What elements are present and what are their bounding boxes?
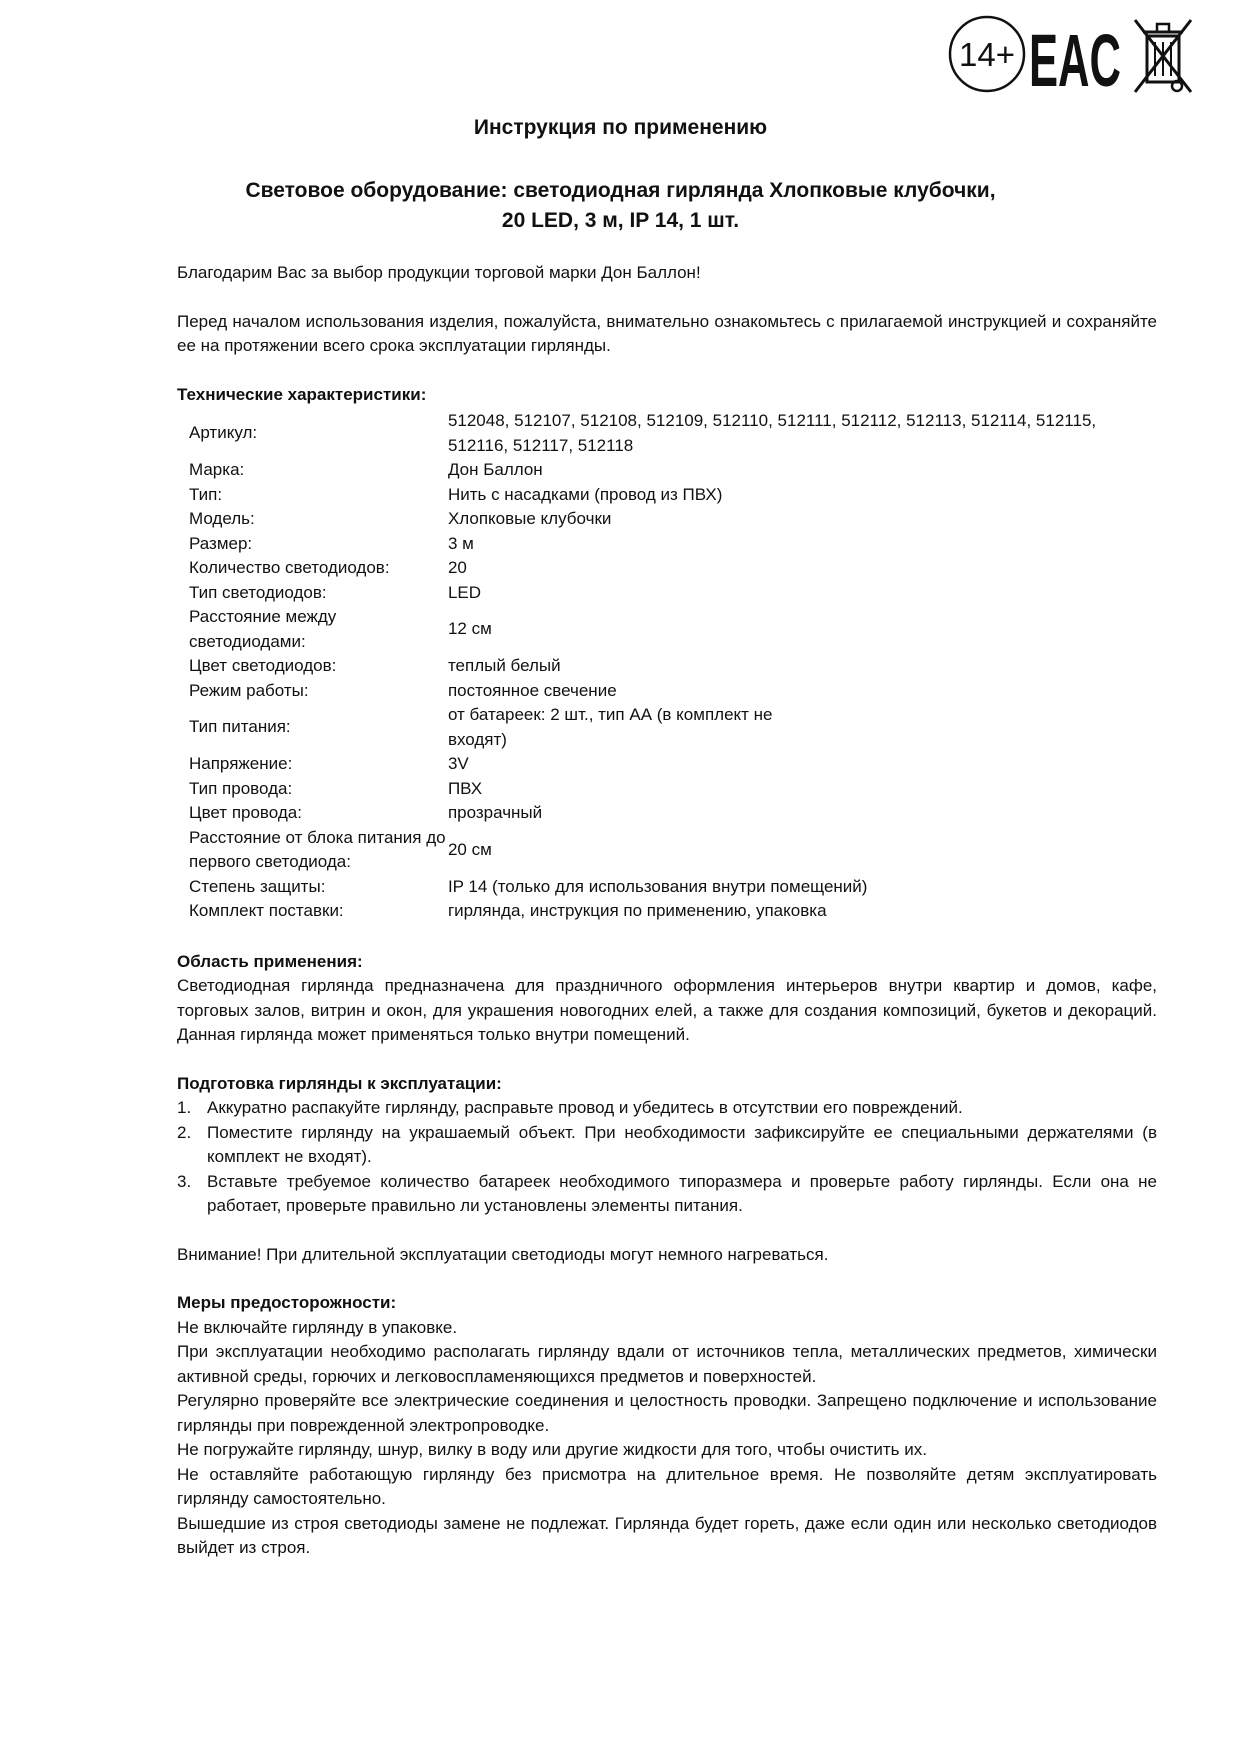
scope-paragraph: Светодиодная гирлянда предназначена для праздничного оформления интерьеров внутри квартир и домов, кафе, торговых залов, витрин и окон, для украшения новогодних елей, а также для создания композиций, букетов и декораций. Данная гирлянда может применяться только внутри помещений. [177, 976, 1157, 1044]
specs-table [189, 409, 1157, 924]
spec-value: прозрачный [447, 803, 543, 822]
document-body [177, 261, 1157, 1561]
step-number: 3. [177, 1171, 192, 1191]
specs-row [189, 532, 1157, 557]
warning-note: Внимание! При длительной эксплуатации светодиоды могут немного нагреваться. [177, 1244, 829, 1264]
specs-row [189, 556, 1157, 581]
greeting: Благодарим Вас за выбор продукции торговой марки Дон Баллон! [177, 263, 701, 282]
spec-value: теплый белый [447, 656, 561, 675]
safety-line: Не оставляйте работающую гирлянду без присмотра на длительное время. Не позволяйте детям эксплуатировать гирлянду самостоятельно. [177, 1464, 1157, 1508]
list-item [177, 1170, 1157, 1219]
specs-row [189, 801, 1157, 826]
spec-key: Модель: [189, 509, 255, 528]
step-text: Аккуратно распакуйте гирлянду, расправьте провод и убедитесь в отсутствии его повреждений. [207, 1098, 963, 1117]
scope-title: Область применения: [177, 951, 363, 971]
product-title [100, 176, 1141, 236]
spec-value: 20 [447, 558, 467, 577]
spec-value: Нить с насадками (провод из ПВХ) [447, 484, 723, 504]
spec-value: 3V [447, 754, 469, 773]
safety-title: Меры предосторожности: [177, 1293, 397, 1312]
age-rating-text: 14+ [959, 36, 1015, 73]
spec-value: постоянное свечение [447, 680, 617, 700]
intro-paragraph: Перед началом использования изделия, пожалуйста, внимательно ознакомьтесь с прилагаемой инструкцией и сохраняйте ее на протяжении всего срока эксплуатации гирлянды. [177, 311, 1157, 355]
crossed-bin-icon [1135, 20, 1191, 92]
eac-mark-icon [1029, 19, 1121, 94]
spec-key: Напряжение: [189, 754, 293, 773]
list-item [177, 1121, 1157, 1170]
specs-row [189, 507, 1157, 532]
safety-line: При эксплуатации необходимо располагать гирлянду вдали от источников тепла, металлических предметов, химически активной среды, горючих и легковоспламеняющихся предметов и поверхностей. [177, 1342, 1157, 1386]
spec-key: Степень защиты: [189, 876, 326, 896]
spec-value: ПВХ [447, 778, 483, 798]
spec-key: Тип светодиодов: [189, 582, 327, 602]
spec-value: гирлянда, инструкция по применению, упаковка [447, 901, 827, 920]
specs-row [189, 679, 1157, 704]
spec-value: Дон Баллон [447, 460, 543, 479]
spec-key: Тип: [189, 484, 223, 504]
document-title: Инструкция по применению [473, 116, 768, 139]
product-title-line1: Световое оборудование: светодиодная гирлянда Хлопковые клубочки, [245, 179, 996, 202]
spec-key: Размер: [189, 533, 253, 553]
spec-key: Марка: [189, 460, 245, 479]
age-rating-icon [950, 17, 1024, 91]
spec-key: Артикул: [189, 423, 258, 443]
spec-value: Хлопковые клубочки [447, 509, 612, 528]
spec-key: Цвет светодиодов: [189, 656, 337, 675]
specs-row [189, 899, 1157, 924]
specs-row [189, 605, 1157, 654]
spec-value: LED [447, 582, 482, 602]
spec-value: 20 см [447, 839, 492, 859]
spec-value: 12 см [447, 619, 492, 639]
specs-row [189, 875, 1157, 900]
spec-value: IP 14 (только для использования внутри помещений) [447, 876, 868, 896]
specs-row [189, 826, 1157, 875]
specs-row [189, 581, 1157, 606]
specs-row [189, 483, 1157, 508]
spec-value: 3 м [447, 533, 474, 553]
certification-marks [947, 14, 1197, 96]
specs-row [189, 458, 1157, 483]
spec-key: Комплект поставки: [189, 901, 344, 920]
spec-value: от батареек: 2 шт., тип АА (в комплект не входят) [447, 705, 773, 749]
safety-line: Не погружайте гирлянду, шнур, вилку в воду или другие жидкости для того, чтобы очистить их. [177, 1440, 927, 1459]
specs-row [189, 752, 1157, 777]
spec-key: Расстояние между светодиодами: [189, 607, 337, 651]
spec-key: Режим работы: [189, 680, 309, 700]
product-title-line2: 20 LED, 3 м, IP 14, 1 шт. [501, 209, 740, 232]
safety-line: Регулярно проверяйте все электрические соединения и целостность проводки. Запрещено подключение и использование гирлянды при поврежденной электропроводке. [177, 1391, 1157, 1435]
specs-row [189, 703, 1157, 752]
spec-value: 512048, 512107, 512108, 512109, 512110, 512111, 512112, 512113, 512114, 512115, 512116, 512117, 512118 [447, 411, 1097, 455]
specs-row [189, 777, 1157, 802]
step-text: Поместите гирлянду на украшаемый объект. При необходимости зафиксируйте ее специальными держателями (в комплект не входят). [207, 1122, 1157, 1166]
list-item [177, 1096, 1157, 1121]
safety-line: Не включайте гирлянду в упаковке. [177, 1317, 458, 1337]
step-number: 2. [177, 1122, 192, 1142]
spec-key: Тип питания: [189, 717, 291, 737]
specs-row [189, 409, 1157, 458]
spec-key: Цвет провода: [189, 803, 302, 822]
prep-title: Подготовка гирлянды к эксплуатации: [177, 1073, 502, 1093]
spec-key: Тип провода: [189, 778, 293, 798]
step-text: Вставьте требуемое количество батареек необходимого типоразмера и проверьте работу гирлянды. Если она не работает, проверьте правильно ли установлены элементы питания. [207, 1171, 1157, 1215]
specs-title: Технические характеристики: [177, 384, 427, 404]
step-number: 1. [177, 1098, 192, 1117]
eac-mark-text: EAC [1029, 19, 1121, 94]
spec-key: Расстояние от блока питания до первого светодиода: [189, 827, 446, 871]
spec-key: Количество светодиодов: [189, 558, 390, 577]
specs-row [189, 654, 1157, 679]
prep-steps-list [177, 1096, 1157, 1219]
safety-line: Вышедшие из строя светодиоды замене не подлежат. Гирлянда будет гореть, даже если один или несколько светодиодов выйдет из строя. [177, 1513, 1157, 1557]
marks-svg [947, 14, 1197, 94]
